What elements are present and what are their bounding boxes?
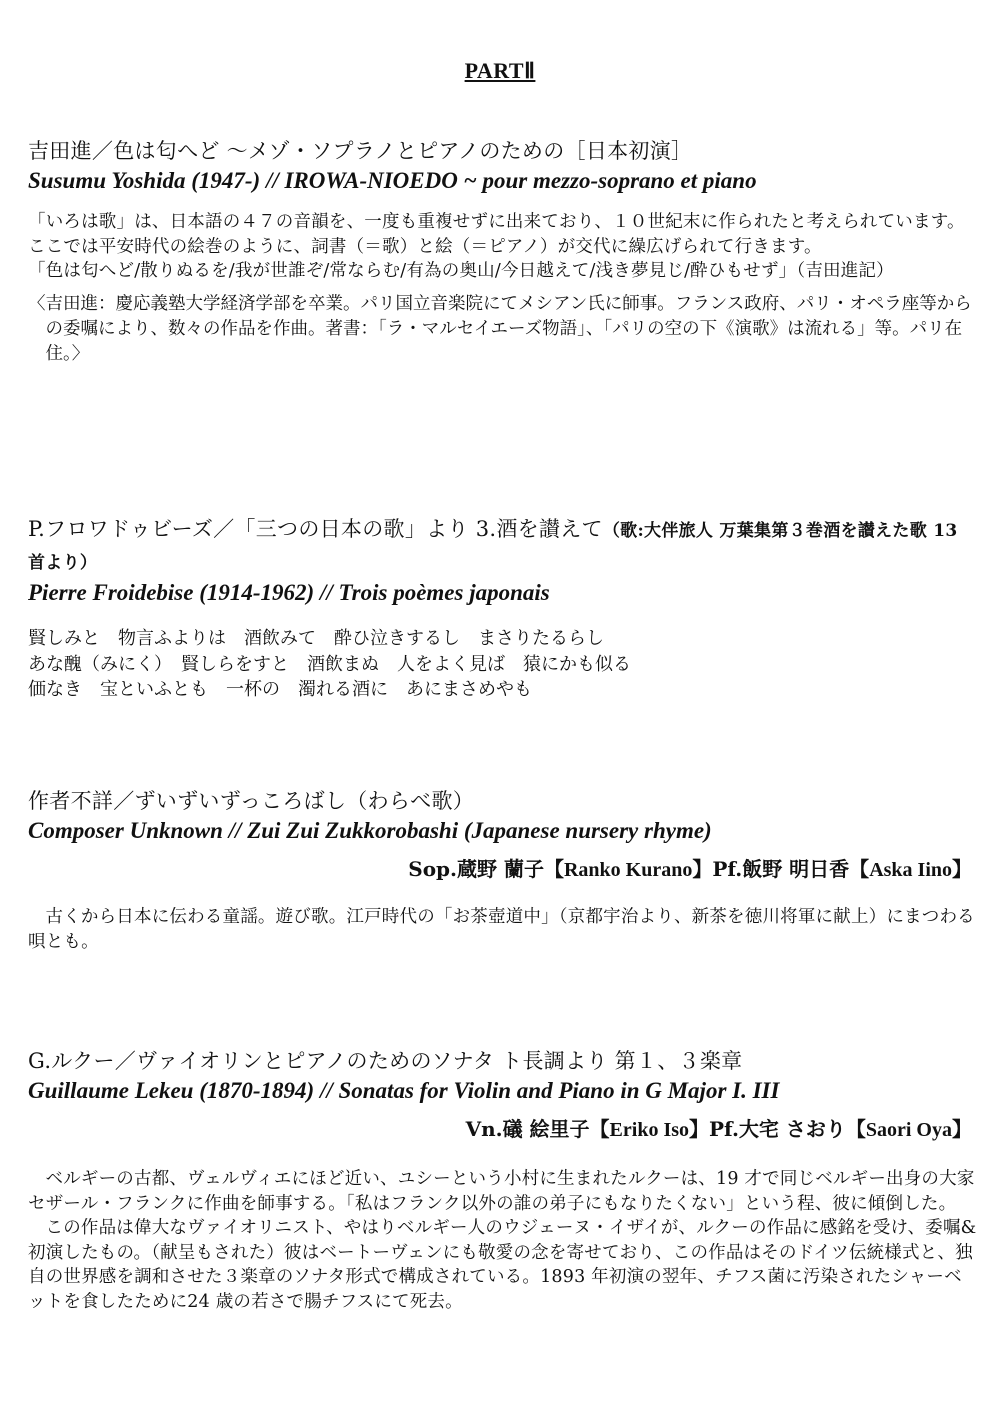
poem-text [28,626,978,703]
work-title-en: Pierre Froidebise (1914-1962) // Trois poèmes japonais [28,580,550,605]
page-title: PARTⅡ [464,58,536,83]
work-title-jp: 吉田進／色は匂へど ～メゾ・ソプラノとピアノのための［日本初演］ [28,139,693,163]
work-title-jp: 作者不詳／ずいずいずっころばし（わらべ歌） [28,789,475,813]
work-title-en: Composer Unknown // Zui Zui Zukkorobashi (Japanese nursery rhyme) [28,818,712,843]
work-title-jp-note: （歌:大伴旅人 万葉集第３巻酒を讃えた歌 13 首より） [28,521,958,573]
composer-bio: 〈吉田進：慶応義塾大学経済学部を卒業。パリ国立音楽院にてメシアン氏に師事。フランス政府、パリ・オペラ座等からの委嘱により、数々の作品を作曲。著書：「ラ・マルセイエーズ物語」、「パリの空の下《演歌》は流れる」等。パリ在住。〉 [28,293,972,364]
performer-1: Vn.礒 絵里子【 [465,1117,610,1141]
section-zuizui [28,786,978,954]
poem-line: 価なき 宝といふとも 一杯の 濁れる酒に あにまさめやも [28,679,532,700]
performer-2: 】Pf.大宅 さおり【 [689,1117,866,1141]
work-title-en: Susumu Yoshida (1947-) // IROWA-NIOEDO ~ pour mezzo-soprano et piano [28,168,757,193]
work-title-jp: G.ルクー／ヴァイオリンとピアノのためのソナタ ト長調より 第１、３楽章 [28,1049,743,1073]
performer-1: Sop.蔵野 蘭子【 [408,857,564,881]
performer-2-latin: Aska Iino [869,859,952,881]
program-note [28,210,978,284]
note-paragraph: この作品は偉大なヴァイオリニスト、やはりベルギー人のウジェーヌ・イザイが、ルクーの作品に感銘を受け、委嘱&初演したもの。（献呈もされた）彼はベートーヴェンにも敬愛の念を寄せており、この作品はそのドイツ伝統様式と、独自の世界感を調和させた３楽章のソナタ形式で構成されている。1893 年初演の翌年、チフス菌に汚染されたシャーベットを食したために24 歳の若さで腸チフスにて死去。 [28,1218,977,1312]
poem-line: あな醜（みにく） 賢しらをすと 酒飲まぬ 人をよく見ば 猿にかも似る [28,653,631,675]
note-paragraph: 「いろは歌」は、日本語の４７の音韻を、一度も重複せずに出来ており、１０世紀末に作られたと考えられています。ここでは平安時代の絵巻のように、詞書（＝歌）と絵（＝ピアノ）が交代に繰広げられて行きます。 [28,212,965,257]
performer-1-latin: Eriko Iso [609,1119,690,1141]
performer-2: 】Pf.飯野 明日香【 [692,857,870,881]
performer-close: 】 [952,857,972,881]
performer-2-latin: Saori Oya [865,1119,952,1141]
note-paragraph: 「色は匂へど/散りぬるを/我が世誰ぞ/常ならむ/有為の奥山/今日越えて/浅き夢見じ/酔ひもせず」（吉田進記） [28,261,894,281]
section-lekeu [28,1046,978,1314]
work-title-jp [28,514,978,578]
section-yoshida [28,136,978,367]
work-title-jp-main: P.フロワドゥビーズ／「三つの日本の歌」より 3.酒を讃えて [28,517,603,541]
program-note [28,1167,978,1314]
performers-line [28,854,978,885]
performer-1-latin: Ranko Kurano [563,859,693,881]
program-note [28,905,978,954]
performer-close: 】 [952,1117,972,1141]
poem-line: 賢しみと 物言ふよりは 酒飲みて 酔ひ泣きするし まさりたるらし [28,628,604,649]
section-froidebise [28,514,978,703]
performers-line [28,1114,978,1145]
note-paragraph: ベルギーの古都、ヴェルヴィエにほど近い、ユシーという小村に生まれたルクーは、19 才で同じベルギー出身の大家セザール・フランクに作曲を師事する。「私はフランク以外の誰の弟子にもなりたくない」という程、彼に傾倒した。 [28,1169,975,1214]
note-paragraph: 古くから日本に伝わる童謡。遊び歌。江戸時代の「お茶壺道中」（京都宇治より、新茶を徳川将軍に献上）にまつわる唄とも。 [28,907,975,952]
work-title-en: Guillaume Lekeu (1870-1894) // Sonatas for Violin and Piano in G Major I. III [28,1078,780,1103]
